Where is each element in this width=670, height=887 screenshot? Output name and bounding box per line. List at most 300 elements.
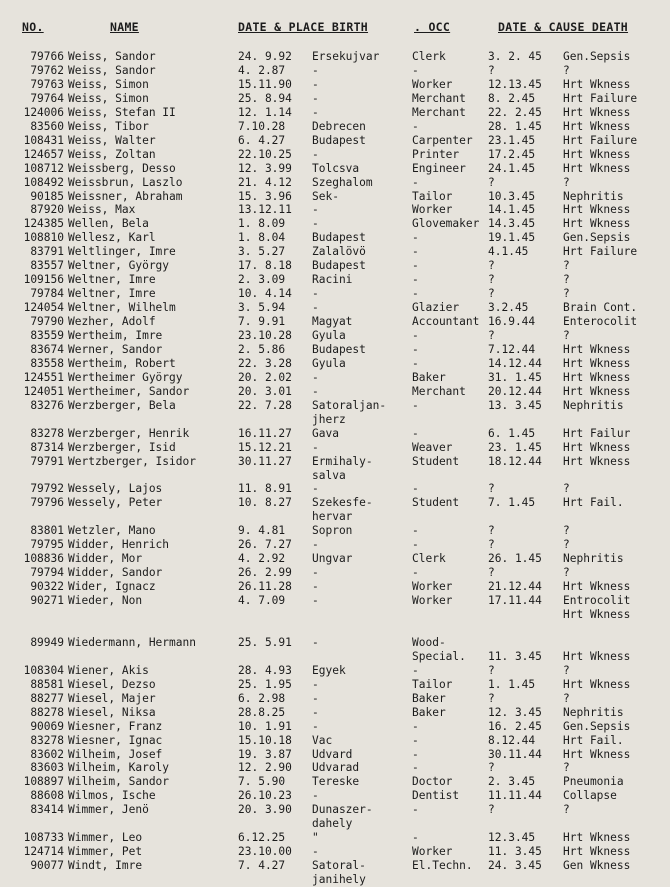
record-birth-place: hervar bbox=[312, 510, 353, 524]
table-row bbox=[0, 301, 670, 315]
record-death-cause: Hrt Wkness bbox=[563, 580, 631, 594]
table-header bbox=[0, 20, 670, 40]
table-row bbox=[0, 873, 670, 887]
record-birth-place: jherz bbox=[312, 412, 346, 426]
record-name: Wertheim, Robert bbox=[68, 356, 176, 370]
table-row bbox=[0, 622, 670, 636]
record-name: Weiss, Sandor bbox=[68, 50, 156, 63]
record-birth-place: Ungvar bbox=[312, 552, 353, 566]
table-row bbox=[0, 720, 670, 734]
record-death-cause: Hrt Wkness bbox=[563, 454, 631, 468]
record-birth-place: Gyula bbox=[312, 356, 346, 370]
record-occupation: Worker bbox=[412, 845, 453, 859]
record-occupation: - bbox=[412, 356, 419, 370]
table-row bbox=[0, 803, 670, 817]
record-birth-place: Ersekujvar bbox=[312, 50, 380, 63]
record-death-date: 20.12.44 bbox=[488, 384, 542, 398]
record-death-cause: Hrt Wkness bbox=[563, 77, 631, 91]
record-birth-date: 25. 1.95 bbox=[238, 677, 292, 691]
record-birth-place: janihely bbox=[312, 873, 366, 886]
record-no: 124714 bbox=[23, 845, 64, 859]
record-death-cause: Hrt Wkness bbox=[563, 649, 631, 663]
table-row bbox=[0, 678, 670, 692]
record-occupation: - bbox=[412, 524, 419, 538]
table-row bbox=[0, 469, 670, 483]
record-death-cause: Hrt Wkness bbox=[563, 217, 631, 231]
record-birth-place: Tolcsva bbox=[312, 161, 360, 175]
record-name: Wimmer, Pet bbox=[68, 845, 143, 859]
table-row bbox=[0, 357, 670, 371]
record-no: 79766 bbox=[30, 50, 64, 63]
record-birth-place: - bbox=[312, 566, 319, 580]
record-birth-date: 1. 8.09 bbox=[238, 217, 286, 231]
record-death-date: 12.3.45 bbox=[488, 831, 536, 845]
record-death-cause: Gen.Sepsis bbox=[563, 231, 631, 245]
record-name: Weiss, Stefan II bbox=[68, 105, 176, 119]
record-death-date: ? bbox=[488, 259, 495, 273]
record-birth-place: Satoraljan- bbox=[312, 398, 387, 412]
table-row bbox=[0, 385, 670, 399]
table-row bbox=[0, 482, 670, 496]
record-death-cause: Hrt Fail. bbox=[563, 733, 624, 747]
record-no: 83674 bbox=[30, 342, 64, 356]
record-birth-place: - bbox=[312, 538, 319, 552]
record-name: Widder, Mor bbox=[68, 552, 143, 566]
record-birth-date: 1. 8.04 bbox=[238, 231, 286, 245]
record-death-cause: Enterocolit bbox=[563, 315, 638, 329]
record-birth-date: 26. 2.99 bbox=[238, 566, 292, 580]
record-death-cause: Nephritis bbox=[563, 398, 624, 412]
record-birth-place: - bbox=[312, 677, 319, 691]
record-death-cause: Hrt Fail. bbox=[563, 496, 624, 510]
table-row bbox=[0, 134, 670, 148]
record-birth-place: dahely bbox=[312, 817, 353, 831]
record-no: 83557 bbox=[30, 259, 64, 273]
record-name: Wimmer, Jenö bbox=[68, 803, 149, 817]
header-death: DATE & CAUSE DEATH bbox=[498, 20, 629, 34]
record-no: 79763 bbox=[30, 77, 64, 91]
record-death-cause: Hrt Wkness bbox=[563, 384, 631, 398]
record-name: Weltner, Imre bbox=[68, 273, 156, 287]
record-birth-date: 2. 3.09 bbox=[238, 273, 286, 287]
record-birth-place: - bbox=[312, 580, 319, 594]
record-no: 79792 bbox=[30, 482, 64, 496]
record-no: 83558 bbox=[30, 356, 64, 370]
record-no: 108836 bbox=[23, 552, 64, 566]
record-name: Wiedermann, Hermann bbox=[68, 635, 196, 649]
record-death-cause: ? bbox=[563, 273, 570, 287]
record-no: 79794 bbox=[30, 566, 64, 580]
record-birth-place: Szekesfe- bbox=[312, 496, 373, 510]
record-death-date: 13. 3.45 bbox=[488, 398, 542, 412]
record-no: 90271 bbox=[30, 594, 64, 607]
record-death-date: ? bbox=[488, 175, 495, 189]
record-birth-date: 4. 2.92 bbox=[238, 552, 286, 566]
table-row bbox=[0, 329, 670, 343]
record-birth-date: 19. 3.87 bbox=[238, 747, 292, 761]
record-birth-date: 26. 7.27 bbox=[238, 538, 292, 552]
record-birth-date: 23.10.28 bbox=[238, 329, 292, 342]
table-row bbox=[0, 190, 670, 204]
record-no: 124385 bbox=[23, 217, 64, 231]
record-birth-place: Debrecen bbox=[312, 119, 366, 133]
table-row bbox=[0, 566, 670, 580]
record-no: 83560 bbox=[30, 119, 64, 133]
record-name: Wieder, Non bbox=[68, 594, 143, 607]
table-row bbox=[0, 148, 670, 162]
record-occupation: - bbox=[412, 287, 419, 301]
record-death-date: ? bbox=[488, 761, 495, 775]
record-birth-place: Sopron bbox=[312, 524, 353, 538]
record-name: Wilheim, Karoly bbox=[68, 761, 170, 775]
record-death-date: ? bbox=[488, 273, 495, 287]
record-name: Wertheim, Imre bbox=[68, 329, 163, 342]
record-name: Wessely, Lajos bbox=[68, 482, 163, 496]
record-birth-place: Budapest bbox=[312, 259, 366, 273]
record-birth-place: - bbox=[312, 440, 319, 454]
record-occupation: Doctor bbox=[412, 775, 453, 789]
record-occupation: Tailor bbox=[412, 677, 453, 691]
table-row bbox=[0, 120, 670, 134]
record-name: Wilheim, Josef bbox=[68, 747, 163, 761]
record-birth-date: 24. 9.92 bbox=[238, 50, 292, 63]
record-death-date: 16.9.44 bbox=[488, 315, 536, 329]
record-birth-date: 11. 8.91 bbox=[238, 482, 292, 496]
record-no: 79784 bbox=[30, 287, 64, 301]
record-death-date: 17.2.45 bbox=[488, 147, 536, 161]
record-birth-place: Udvard bbox=[312, 747, 353, 761]
record-death-cause: ? bbox=[563, 761, 570, 775]
record-death-date: 12.13.45 bbox=[488, 77, 542, 91]
record-death-date: 22. 2.45 bbox=[488, 105, 542, 119]
table-row bbox=[0, 510, 670, 524]
record-death-date: 3.2.45 bbox=[488, 301, 529, 315]
record-no: 124006 bbox=[23, 105, 64, 119]
table-row bbox=[0, 231, 670, 245]
record-occupation: Baker bbox=[412, 691, 446, 705]
record-birth-place: - bbox=[312, 370, 319, 384]
record-death-date: 24.1.45 bbox=[488, 161, 536, 175]
record-birth-place: - bbox=[312, 147, 319, 161]
table-row bbox=[0, 245, 670, 259]
record-birth-date: 15.12.21 bbox=[238, 440, 292, 454]
record-birth-date: 2. 5.86 bbox=[238, 342, 286, 356]
record-occupation: Tailor bbox=[412, 189, 453, 203]
record-death-date: 2. 3.45 bbox=[488, 775, 536, 789]
record-death-date: 8.12.44 bbox=[488, 733, 536, 747]
record-birth-date: 16.11.27 bbox=[238, 426, 292, 440]
record-death-date: 23.1.45 bbox=[488, 133, 536, 147]
record-death-cause: Brain Cont. bbox=[563, 301, 638, 315]
record-death-cause: Hrt Wkness bbox=[563, 161, 631, 175]
record-death-cause: Hrt Wkness bbox=[563, 203, 631, 217]
record-birth-place: Vac bbox=[312, 733, 333, 747]
record-occupation: - bbox=[412, 259, 419, 273]
record-death-date: 19.1.45 bbox=[488, 231, 536, 245]
record-name: Weltner, György bbox=[68, 259, 170, 273]
record-birth-place: Udvarad bbox=[312, 761, 360, 775]
record-birth-date: 10. 8.27 bbox=[238, 496, 292, 510]
record-name: Wezher, Adolf bbox=[68, 315, 156, 329]
record-no: 108897 bbox=[23, 775, 64, 789]
record-occupation: El.Techn. bbox=[412, 859, 473, 873]
table-row bbox=[0, 287, 670, 301]
record-death-date: 26. 1.45 bbox=[488, 552, 542, 566]
record-name: Weissbrun, Laszlo bbox=[68, 175, 183, 189]
record-birth-place: Gyula bbox=[312, 329, 346, 342]
record-occupation: - bbox=[412, 398, 419, 412]
record-death-cause: Hrt Wkness bbox=[563, 105, 631, 119]
record-occupation: Worker bbox=[412, 203, 453, 217]
record-occupation: - bbox=[412, 747, 419, 761]
record-birth-place: - bbox=[312, 845, 319, 859]
table-row bbox=[0, 706, 670, 720]
record-name: Wimmer, Leo bbox=[68, 831, 143, 845]
record-birth-place: Sek- bbox=[312, 189, 339, 203]
table-row bbox=[0, 217, 670, 231]
record-birth-place: - bbox=[312, 789, 319, 803]
table-row bbox=[0, 552, 670, 566]
record-no: 108810 bbox=[23, 231, 64, 245]
record-birth-date: 28.8.25 bbox=[238, 705, 286, 719]
record-death-cause: ? bbox=[563, 482, 570, 496]
record-birth-date: 4. 2.87 bbox=[238, 64, 286, 77]
record-name: Werzberger, Isid bbox=[68, 440, 176, 454]
record-name: Weissberg, Desso bbox=[68, 161, 176, 175]
record-death-date: 6. 1.45 bbox=[488, 426, 536, 440]
record-birth-date: 7.10.28 bbox=[238, 119, 286, 133]
record-death-date: 3. 2. 45 bbox=[488, 50, 542, 63]
record-death-date: ? bbox=[488, 691, 495, 705]
record-name: Wessely, Peter bbox=[68, 496, 163, 510]
record-name: Wetzler, Mano bbox=[68, 524, 156, 538]
record-death-cause: Hrt Wkness bbox=[563, 356, 631, 370]
record-no: 87920 bbox=[30, 203, 64, 217]
record-name: Wilmos, Ische bbox=[68, 789, 156, 803]
record-birth-place: - bbox=[312, 705, 319, 719]
table-row bbox=[0, 413, 670, 427]
record-no: 83602 bbox=[30, 747, 64, 761]
table-row bbox=[0, 343, 670, 357]
table-row bbox=[0, 50, 670, 64]
table-row bbox=[0, 496, 670, 510]
record-death-cause: Hrt Failure bbox=[563, 245, 638, 259]
record-birth-date: 7. 9.91 bbox=[238, 315, 286, 329]
record-no: 90077 bbox=[30, 859, 64, 873]
record-occupation: Student bbox=[412, 454, 460, 468]
record-death-cause: ? bbox=[563, 663, 570, 677]
record-no: 83276 bbox=[30, 398, 64, 412]
record-occupation: Merchant bbox=[412, 91, 466, 105]
record-birth-place: - bbox=[312, 301, 319, 315]
record-no: 83278 bbox=[30, 426, 64, 440]
record-birth-place: - bbox=[312, 635, 319, 649]
record-death-date: 11. 3.45 bbox=[488, 649, 542, 663]
record-name: Widder, Henrich bbox=[68, 538, 170, 552]
record-name: Wiesner, Ignac bbox=[68, 733, 163, 747]
record-no: 88608 bbox=[30, 789, 64, 803]
record-occupation: - bbox=[412, 245, 419, 259]
record-occupation: - bbox=[412, 273, 419, 287]
record-occupation: - bbox=[412, 426, 419, 440]
record-no: 108492 bbox=[23, 175, 64, 189]
table-row bbox=[0, 106, 670, 120]
record-death-cause: ? bbox=[563, 64, 570, 77]
record-no: 124054 bbox=[23, 301, 64, 315]
table-row bbox=[0, 371, 670, 385]
record-death-date: ? bbox=[488, 524, 495, 538]
record-no: 108733 bbox=[23, 831, 64, 845]
record-birth-place: Gava bbox=[312, 426, 339, 440]
record-death-date: 14.3.45 bbox=[488, 217, 536, 231]
record-birth-date: 25. 5.91 bbox=[238, 635, 292, 649]
table-row bbox=[0, 399, 670, 413]
record-name: Wellesz, Karl bbox=[68, 231, 156, 245]
record-death-date: 1. 1.45 bbox=[488, 677, 536, 691]
record-death-date: ? bbox=[488, 287, 495, 301]
record-occupation: Accountant bbox=[412, 315, 480, 329]
table-row bbox=[0, 273, 670, 287]
record-occupation: Baker bbox=[412, 370, 446, 384]
record-no: 79795 bbox=[30, 538, 64, 552]
record-death-date: ? bbox=[488, 329, 495, 342]
record-occupation: Merchant bbox=[412, 105, 466, 119]
record-name: Wider, Ignacz bbox=[68, 580, 156, 594]
table-row bbox=[0, 664, 670, 678]
record-death-date: 18.12.44 bbox=[488, 454, 542, 468]
record-no: 83791 bbox=[30, 245, 64, 259]
header-date-place: DATE & PLACE BIRTH bbox=[238, 20, 369, 34]
record-no: 108431 bbox=[23, 133, 64, 147]
table-row bbox=[0, 427, 670, 441]
record-occupation: - bbox=[412, 119, 419, 133]
record-occupation: Clerk bbox=[412, 50, 446, 63]
record-occupation: Printer bbox=[412, 147, 460, 161]
record-birth-date: 25. 8.94 bbox=[238, 91, 292, 105]
record-occupation: Special. bbox=[412, 649, 466, 663]
record-death-cause: ? bbox=[563, 287, 570, 301]
record-death-cause: ? bbox=[563, 259, 570, 273]
record-no: 83801 bbox=[30, 524, 64, 538]
record-birth-place: - bbox=[312, 384, 319, 398]
record-birth-date: 15.10.18 bbox=[238, 733, 292, 747]
record-no: 79762 bbox=[30, 64, 64, 77]
record-birth-place: - bbox=[312, 287, 319, 301]
record-name: Widder, Sandor bbox=[68, 566, 163, 580]
record-birth-date: 15.11.90 bbox=[238, 77, 292, 91]
record-birth-date: 22.10.25 bbox=[238, 147, 292, 161]
record-death-cause: ? bbox=[563, 803, 570, 817]
record-occupation: - bbox=[412, 663, 419, 677]
record-death-cause: Gen.Sepsis bbox=[563, 50, 631, 63]
record-birth-place: Zalalövö bbox=[312, 245, 366, 259]
record-death-cause: Hrt Wkness bbox=[563, 831, 631, 845]
record-death-cause: Entrocolit bbox=[563, 594, 631, 607]
record-death-date: ? bbox=[488, 566, 495, 580]
record-death-cause: Nephritis bbox=[563, 705, 624, 719]
record-occupation: Carpenter bbox=[412, 133, 473, 147]
record-death-date: 14.1.45 bbox=[488, 203, 536, 217]
record-birth-date: 6. 4.27 bbox=[238, 133, 286, 147]
table-row bbox=[0, 259, 670, 273]
record-no: 83414 bbox=[30, 803, 64, 817]
record-name: Windt, Imre bbox=[68, 859, 143, 873]
record-birth-date: 6. 2.98 bbox=[238, 691, 286, 705]
record-no: 109156 bbox=[23, 273, 64, 287]
record-name: Wellen, Bela bbox=[68, 217, 149, 231]
record-birth-place: - bbox=[312, 105, 319, 119]
record-name: Weissner, Abraham bbox=[68, 189, 183, 203]
record-birth-date: 7. 5.90 bbox=[238, 775, 286, 789]
record-birth-place: - bbox=[312, 91, 319, 105]
record-birth-date: 3. 5.27 bbox=[238, 245, 286, 259]
record-name: Weltlinger, Imre bbox=[68, 245, 176, 259]
record-occupation: Merchant bbox=[412, 384, 466, 398]
table-row bbox=[0, 636, 670, 650]
table-row bbox=[0, 859, 670, 873]
record-name: Weiss, Walter bbox=[68, 133, 156, 147]
record-name: Werner, Sandor bbox=[68, 342, 163, 356]
record-birth-place: Racini bbox=[312, 273, 353, 287]
record-no: 79796 bbox=[30, 496, 64, 510]
record-death-date: 14.12.44 bbox=[488, 356, 542, 370]
record-occupation: Baker bbox=[412, 705, 446, 719]
table-row bbox=[0, 455, 670, 469]
table-row bbox=[0, 176, 670, 190]
table-row bbox=[0, 441, 670, 455]
record-occupation: Worker bbox=[412, 77, 453, 91]
record-no: 108304 bbox=[23, 663, 64, 677]
record-no: 124551 bbox=[23, 370, 64, 384]
record-name: Weltner, Wilhelm bbox=[68, 301, 176, 315]
record-death-date: 28. 1.45 bbox=[488, 119, 542, 133]
record-death-cause: Gen Wkness bbox=[563, 859, 631, 873]
record-death-cause: Hrt Wkness bbox=[563, 677, 631, 691]
record-birth-date: 3. 5.94 bbox=[238, 301, 286, 315]
record-birth-date: 12. 3.99 bbox=[238, 161, 292, 175]
record-name: Werzberger, Bela bbox=[68, 398, 176, 412]
record-birth-date: 23.10.00 bbox=[238, 845, 292, 859]
record-death-cause: Hrt Failure bbox=[563, 91, 638, 105]
record-birth-place: - bbox=[312, 77, 319, 91]
table-row bbox=[0, 64, 670, 78]
table-row bbox=[0, 580, 670, 594]
record-name: Wiesel, Niksa bbox=[68, 705, 156, 719]
record-no: 83278 bbox=[30, 733, 64, 747]
record-name: Weltner, Imre bbox=[68, 287, 156, 301]
record-death-cause: ? bbox=[563, 691, 570, 705]
record-death-cause: Hrt Wkness bbox=[563, 608, 631, 621]
record-name: Wiesel, Majer bbox=[68, 691, 156, 705]
record-birth-place: Tereske bbox=[312, 775, 360, 789]
record-death-cause: Nephritis bbox=[563, 552, 624, 566]
record-occupation: - bbox=[412, 538, 419, 552]
record-no: 124051 bbox=[23, 384, 64, 398]
record-death-cause: Hrt Wkness bbox=[563, 119, 631, 133]
record-birth-place: salva bbox=[312, 468, 346, 482]
table-row bbox=[0, 524, 670, 538]
table-row bbox=[0, 789, 670, 803]
header-name: NAME bbox=[110, 20, 139, 34]
record-death-date: 16. 2.45 bbox=[488, 719, 542, 733]
record-death-cause: Hrt Wkness bbox=[563, 370, 631, 384]
record-birth-date: 9. 4.81 bbox=[238, 524, 286, 538]
record-occupation: Weaver bbox=[412, 440, 453, 454]
record-birth-date: 30.11.27 bbox=[238, 454, 292, 468]
record-occupation: - bbox=[412, 803, 419, 817]
record-death-cause: Hrt Wkness bbox=[563, 440, 631, 454]
table-row bbox=[0, 845, 670, 859]
